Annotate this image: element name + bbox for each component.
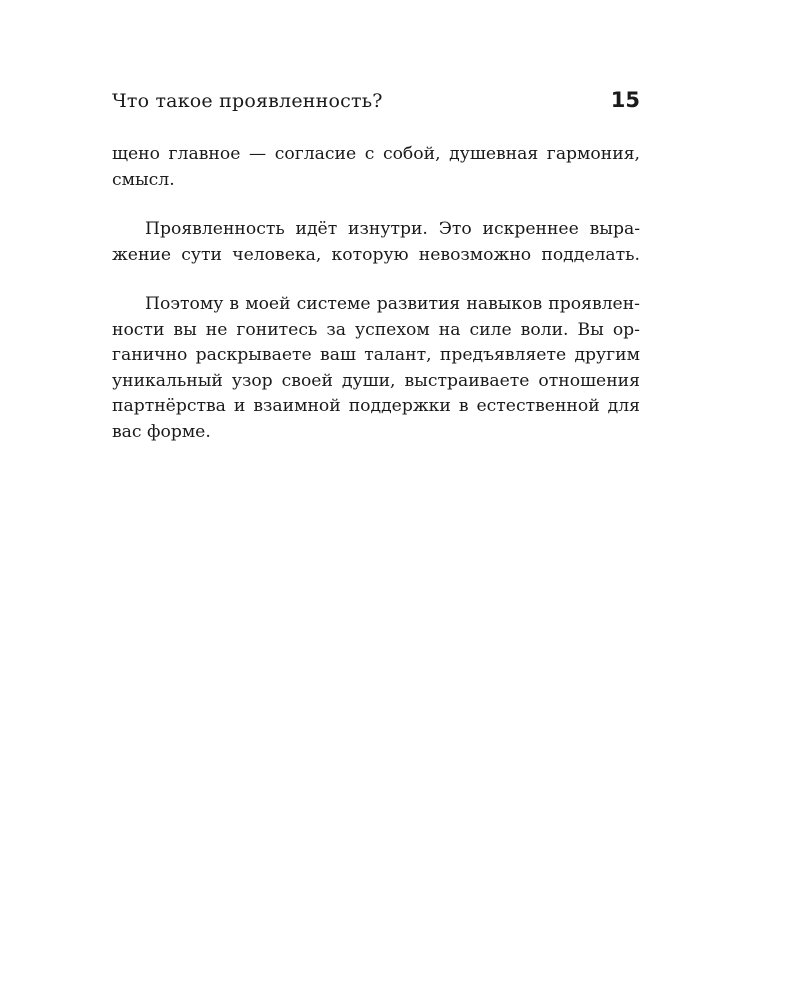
- paragraph-1: [112, 142, 640, 193]
- text-line: Проявленность идёт изнутри. Это искреннее выра-: [145, 219, 640, 239]
- text-line: щено главное — согласие с собой, душевная гармония,: [112, 144, 640, 164]
- text-line: вас форме.: [112, 421, 211, 442]
- text-line: жение сути человека, которую невозможно подделать.: [112, 244, 640, 265]
- running-head: [112, 88, 640, 120]
- body-text: [112, 142, 640, 445]
- book-page: [112, 88, 640, 445]
- paragraph-2: [112, 217, 640, 268]
- text-line: уникальный узор своей души, выстраиваете отношения: [112, 370, 640, 391]
- text-line: партнёрства и взаимной поддержки в естественной для: [112, 396, 640, 416]
- text-line: ности вы не гонитесь за успехом на силе воли. Вы ор-: [112, 319, 640, 340]
- text-line: смысл.: [112, 169, 175, 190]
- text-line: Поэтому в моей системе развития навыков проявлен-: [145, 294, 640, 314]
- text-line: ганично раскрываете ваш талант, предъявляете другим: [112, 345, 640, 365]
- page-number: 15: [610, 88, 640, 112]
- paragraph-3: [112, 292, 640, 445]
- chapter-title: Что такое проявленность?: [112, 90, 383, 112]
